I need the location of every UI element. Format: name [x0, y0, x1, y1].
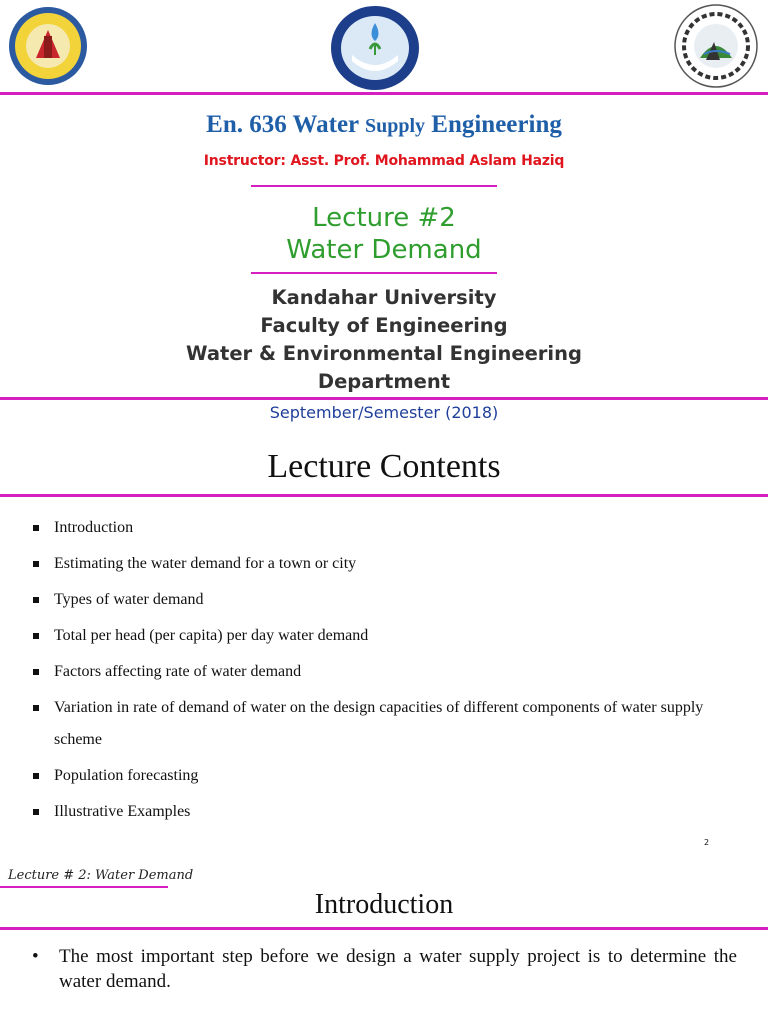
instructor-line: Instructor: Asst. Prof. Mohammad Aslam Haziq — [203, 153, 565, 169]
bullet-square-icon — [33, 633, 39, 639]
department-name-line1: Water & Environmental Engineering — [186, 342, 582, 365]
course-title — [0, 111, 768, 139]
bullet-square-icon — [33, 705, 39, 711]
faculty-of-engineering-logo — [674, 4, 758, 88]
course-title-part2: Supply — [364, 115, 426, 137]
course-title-part1: En. 636 Water — [206, 111, 365, 138]
page-number: 2 — [704, 838, 710, 847]
university-name: Kandahar University — [271, 286, 497, 309]
department-name-line2: Department — [317, 370, 451, 393]
list-item-text: Total per head (per capita) per day water demand — [54, 627, 369, 644]
list-item — [33, 584, 733, 616]
bullet-square-icon — [33, 561, 39, 567]
list-item — [33, 760, 733, 792]
header-divider — [0, 92, 768, 95]
list-item-text: Factors affecting rate of water demand — [54, 663, 302, 680]
water-environmental-dept-logo — [330, 5, 420, 91]
slide-footer-label: Lecture # 2: Water Demand — [8, 868, 194, 883]
list-item — [33, 656, 733, 688]
bullet-dot-icon: • — [32, 946, 39, 967]
bullet-square-icon — [33, 809, 39, 815]
course-title-part3: Engineering — [425, 111, 562, 138]
contents-list — [33, 512, 733, 832]
lecture-number: Lecture #2 — [312, 203, 456, 233]
lecture-underline — [251, 272, 497, 274]
list-item-text: Types of water demand — [54, 591, 204, 608]
list-item-text: Estimating the water demand for a town or city — [54, 555, 357, 572]
list-item-text: Variation in rate of demand of water on the design capacities of different components of water supply scheme — [54, 699, 704, 748]
footer-underline — [0, 886, 168, 888]
list-item — [33, 512, 733, 544]
contents-title: Lecture Contents — [267, 448, 501, 485]
introduction-title: Introduction — [314, 889, 454, 920]
list-item — [33, 620, 733, 652]
list-item-text: Population forecasting — [54, 767, 199, 784]
list-item-text: Introduction — [54, 519, 134, 536]
semester-label: September/Semester (2018) — [269, 403, 499, 422]
bullet-square-icon — [33, 525, 39, 531]
institution-block — [0, 284, 768, 396]
list-item — [33, 548, 733, 580]
contents-divider — [0, 494, 768, 497]
list-item-text: Illustrative Examples — [54, 803, 191, 820]
institution-divider — [0, 397, 768, 400]
introduction-divider — [0, 927, 768, 930]
faculty-name: Faculty of Engineering — [260, 314, 508, 337]
instructor-underline — [251, 185, 497, 187]
bullet-square-icon — [33, 669, 39, 675]
bullet-square-icon — [33, 773, 39, 779]
list-item — [33, 692, 733, 756]
list-item — [33, 796, 733, 828]
lecture-title: Water Demand — [286, 235, 482, 265]
kandahar-university-seal — [8, 6, 88, 86]
bullet-square-icon — [33, 597, 39, 603]
introduction-text: The most important step before we design a water supply project is to determine the water demand. — [59, 946, 737, 992]
